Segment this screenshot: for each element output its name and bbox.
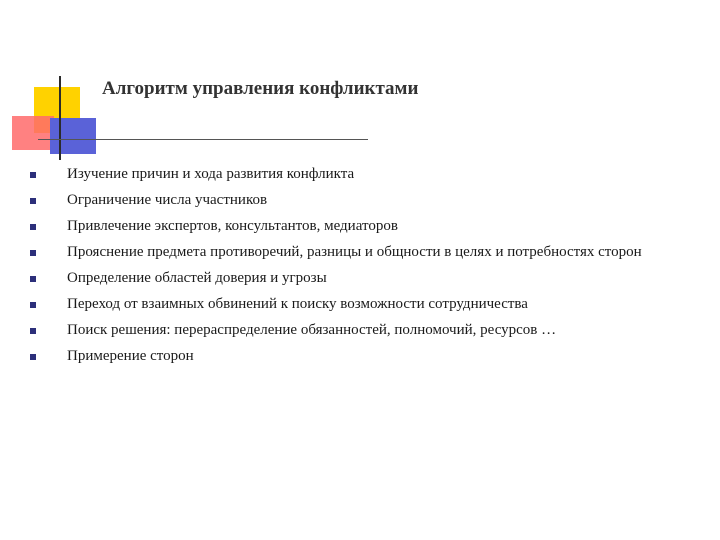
list-item bbox=[30, 191, 696, 210]
square-bullet-icon bbox=[30, 276, 36, 282]
logo-red-square bbox=[12, 116, 54, 150]
list-item-text: Поиск решения: перераспределение обязанностей, полномочий, ресурсов … bbox=[67, 322, 557, 338]
square-bullet-icon bbox=[30, 224, 36, 230]
square-bullet-icon bbox=[30, 354, 36, 360]
square-bullet-icon bbox=[30, 328, 36, 334]
square-bullet-icon bbox=[30, 250, 36, 256]
list-item-text: Изучение причин и хода развития конфликта bbox=[67, 166, 355, 182]
list-item-text: Переход от взаимных обвинений к поиску возможности сотрудничества bbox=[67, 296, 528, 312]
list-item-text: Ограничение числа участников bbox=[67, 192, 268, 208]
list-item bbox=[30, 347, 696, 366]
bullet-list bbox=[30, 165, 696, 373]
list-item-text: Определение областей доверия и угрозы bbox=[67, 270, 327, 286]
square-bullet-icon bbox=[30, 198, 36, 204]
list-item bbox=[30, 295, 696, 314]
logo-vertical-line bbox=[59, 76, 61, 160]
logo-blue-square bbox=[50, 118, 96, 154]
slide-title: Алгоритм управления конфликтами bbox=[102, 78, 419, 99]
list-item-text: Прояснение предмета противоречий, разницы и общности в целях и потребностях сторон bbox=[67, 244, 642, 260]
square-bullet-icon bbox=[30, 172, 36, 178]
list-item-text: Привлечение экспертов, консультантов, медиаторов bbox=[67, 218, 398, 234]
list-item bbox=[30, 321, 696, 340]
square-bullet-icon bbox=[30, 302, 36, 308]
list-item bbox=[30, 269, 696, 288]
list-item bbox=[30, 165, 696, 184]
list-item bbox=[30, 243, 696, 262]
title-underline bbox=[38, 139, 368, 140]
list-item-text: Примерение сторон bbox=[67, 348, 194, 364]
list-item bbox=[30, 217, 696, 236]
